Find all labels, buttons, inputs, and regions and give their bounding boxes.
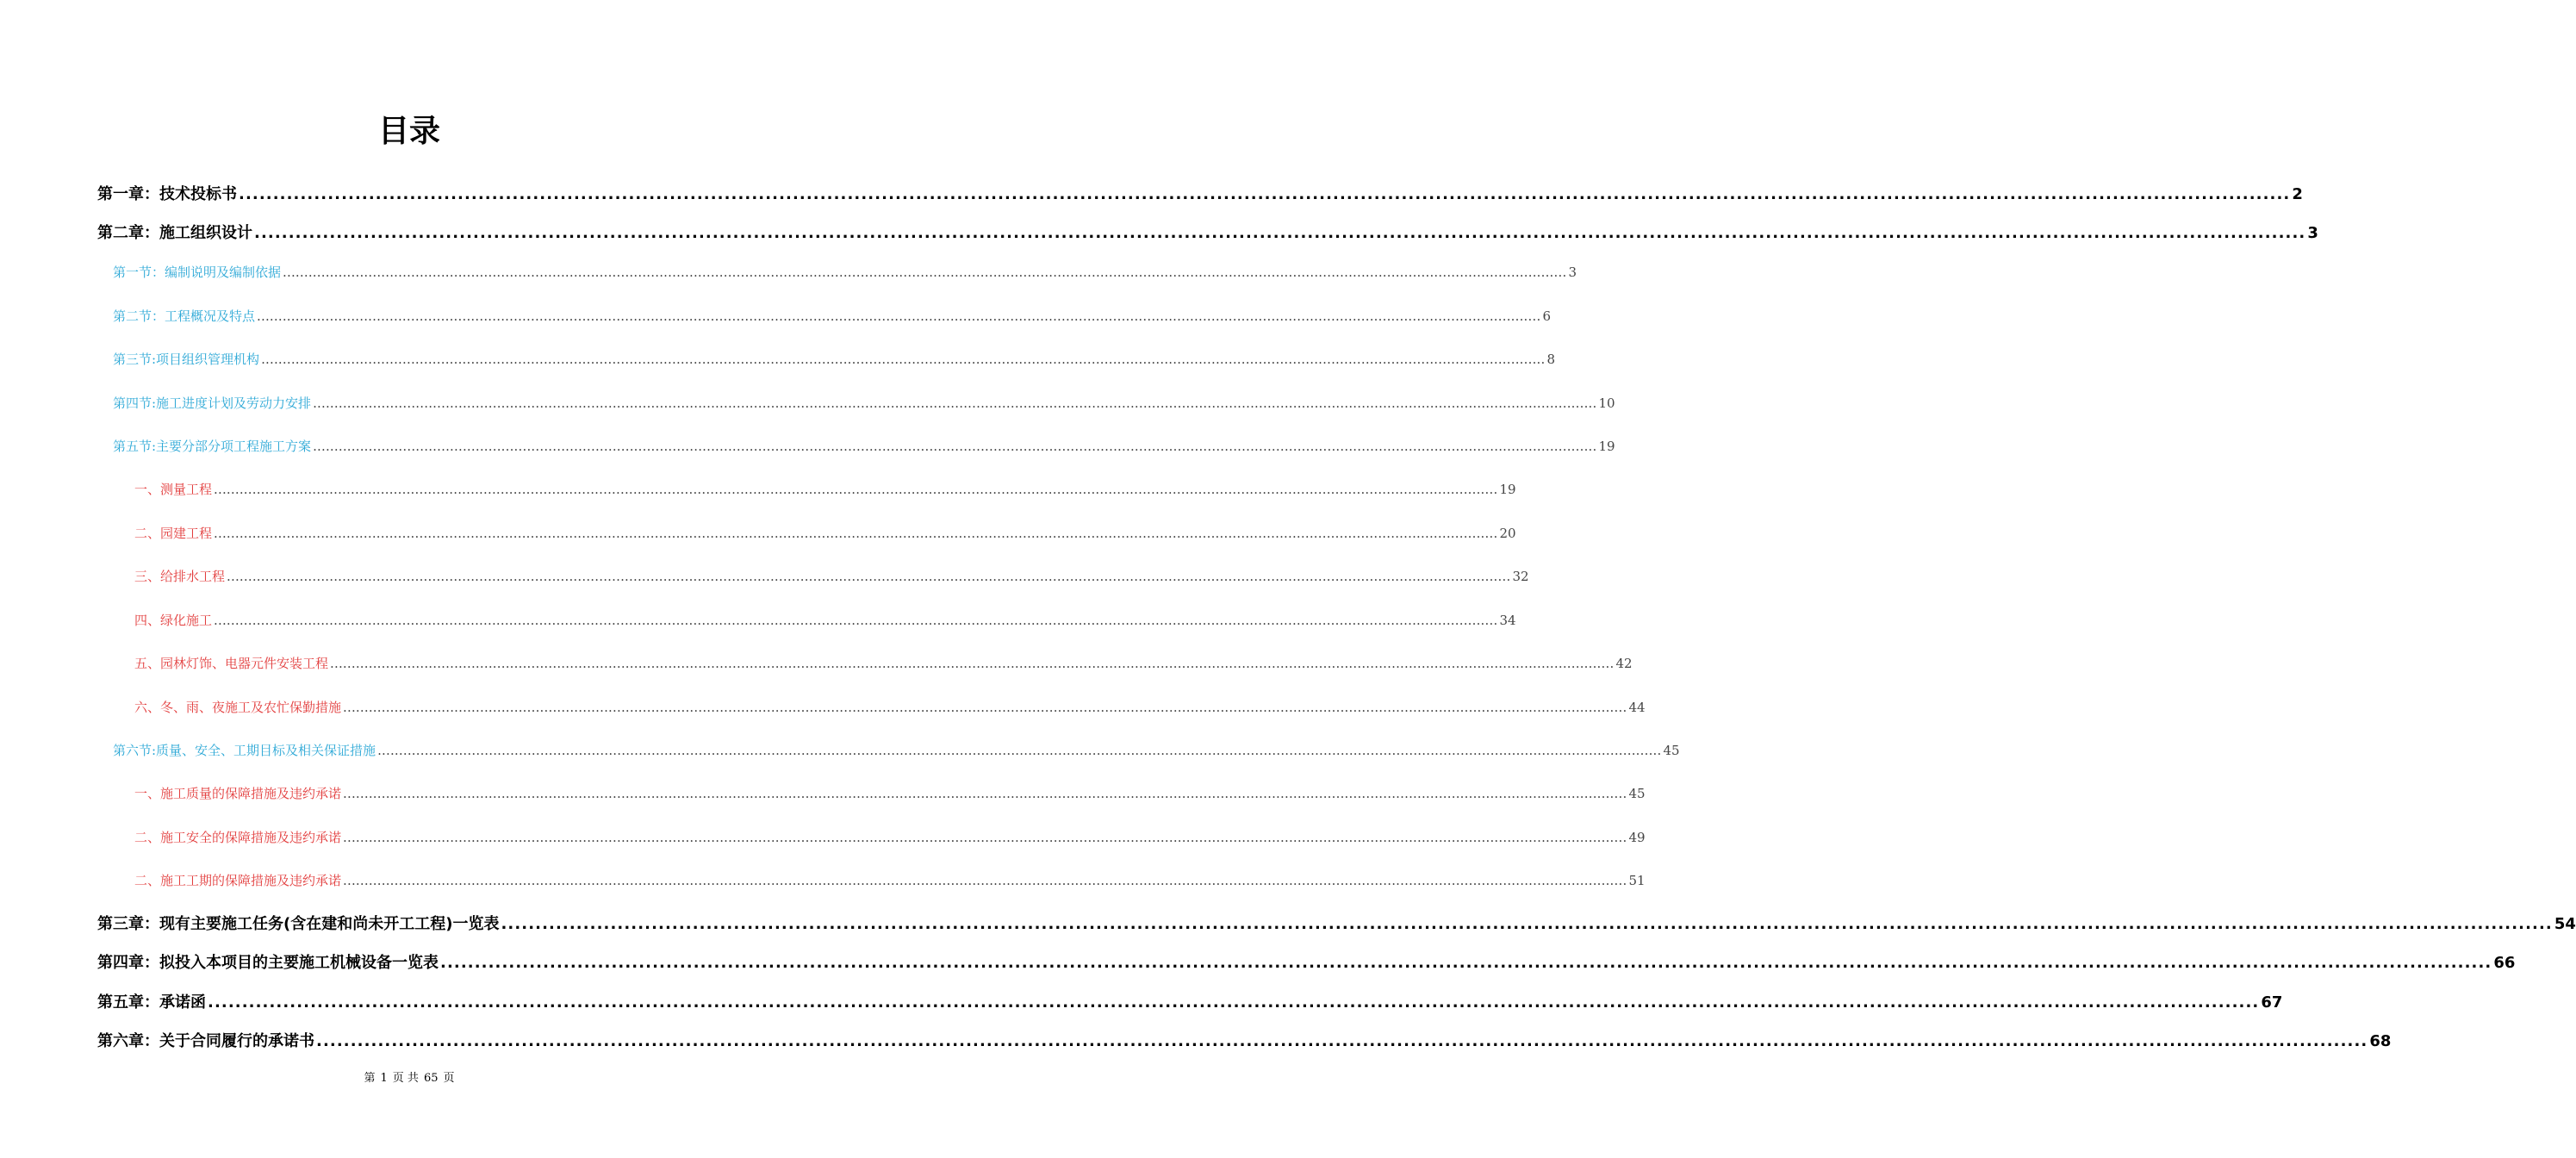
toc-entry-page: 19: [1598, 439, 1615, 454]
leader-dots: ............................................................................................................................................................................................................................................................................................................: [330, 656, 1615, 671]
toc-entry[interactable]: [113, 260, 1577, 284]
leader-dots: ............................................................................................................................................................................................................................................................................................................: [214, 482, 1498, 497]
leader-dots: ............................................................................................................................................................................................................................................................................................................: [313, 395, 1597, 411]
toc-entry-label: 一、施工质量的保障措施及违约承诺: [134, 786, 342, 801]
toc-entry-label: 三、给排水工程: [134, 569, 226, 584]
toc-entry-page: 51: [1628, 873, 1646, 888]
toc-entry-page: 45: [1663, 743, 1680, 758]
leader-dots: ............................................................................................................................................................................................................................................................................................................: [440, 954, 2492, 972]
leader-dots: ............................................................................................................................................................................................................................................................................................................: [214, 613, 1498, 628]
toc-entry-page: 66: [2493, 954, 2516, 972]
leader-dots: ............................................................................................................................................................................................................................................................................................................: [257, 308, 1541, 324]
toc-entry[interactable]: [134, 868, 1646, 893]
leader-dots: ............................................................................................................................................................................................................................................................................................................: [343, 786, 1627, 801]
toc-entry-label: 第四节:施工进度计划及劳动力安排: [113, 395, 312, 411]
toc-entry[interactable]: [97, 912, 2576, 937]
toc-entry-label: 第五节:主要分部分项工程施工方案: [113, 439, 312, 454]
footer-current-page: 1: [380, 1072, 388, 1085]
toc-entry-label: 第六章：关于合同履行的承诺书: [97, 1032, 314, 1050]
leader-dots: ............................................................................................................................................................................................................................................................................................................: [313, 439, 1597, 454]
toc-entry-page: 2: [2292, 185, 2303, 203]
footer-prefix: 第: [364, 1072, 376, 1085]
toc-entry-label: 一、测量工程: [134, 482, 213, 497]
toc-entry-label: 第二章：施工组织设计: [97, 224, 252, 242]
leader-dots: ............................................................................................................................................................................................................................................................................................................: [254, 224, 2306, 242]
page-footer: [0, 1069, 818, 1088]
toc-entry[interactable]: [134, 651, 1633, 676]
toc-entry-page: 19: [1499, 482, 1516, 497]
toc-entry-page: 32: [1512, 569, 1529, 584]
toc-entry-label: 二、施工安全的保障措施及违约承诺: [134, 830, 342, 845]
leader-dots: ............................................................................................................................................................................................................................................................................................................: [316, 1032, 2368, 1050]
toc-entry[interactable]: [134, 564, 1529, 588]
toc-entry[interactable]: [97, 1030, 2392, 1054]
toc-entry[interactable]: [113, 434, 1615, 458]
toc-entry-page: 6: [1542, 308, 1551, 324]
leader-dots: ............................................................................................................................................................................................................................................................................................................: [208, 993, 2260, 1012]
leader-dots: ............................................................................................................................................................................................................................................................................................................: [227, 569, 1511, 584]
toc-entry[interactable]: [134, 521, 1516, 545]
toc-entry-label: 二、园建工程: [134, 526, 213, 541]
toc-entry[interactable]: [134, 825, 1646, 850]
toc-entry-page: 67: [2261, 993, 2283, 1012]
leader-dots: ............................................................................................................................................................................................................................................................................................................: [343, 700, 1627, 715]
toc-entry[interactable]: [97, 221, 2318, 246]
footer-suffix: 页: [443, 1072, 455, 1085]
toc-entry-page: 3: [1568, 265, 1577, 280]
page-title: 目录: [377, 114, 440, 149]
leader-dots: ............................................................................................................................................................................................................................................................................................................: [214, 526, 1498, 541]
toc-entry-page: 34: [1499, 613, 1516, 628]
toc-entry-page: 45: [1628, 786, 1646, 801]
toc-entry-label: 五、园林灯饰、电器元件安装工程: [134, 656, 329, 671]
toc-entry[interactable]: [134, 477, 1516, 501]
toc-entry-label: 第二节：工程概况及特点: [113, 308, 256, 324]
toc-entry[interactable]: [113, 391, 1615, 415]
toc-entry[interactable]: [97, 991, 2283, 1015]
toc-entry-label: 六、冬、雨、夜施工及农忙保勤措施: [134, 700, 342, 715]
toc-entry-page: 68: [2369, 1032, 2392, 1050]
toc-entry-page: 3: [2307, 224, 2318, 242]
toc-entry-label: 第五章：承诺函: [97, 993, 206, 1012]
toc-entry-page: 42: [1615, 656, 1633, 671]
toc-entry[interactable]: [113, 738, 1680, 763]
toc-entry-label: 第六节:质量、安全、工期目标及相关保证措施: [113, 743, 376, 758]
leader-dots: ............................................................................................................................................................................................................................................................................................................: [239, 185, 2291, 203]
leader-dots: ............................................................................................................................................................................................................................................................................................................: [283, 265, 1567, 280]
toc-entry[interactable]: [134, 781, 1646, 806]
toc-entry[interactable]: [134, 608, 1516, 632]
toc-entry[interactable]: [113, 304, 1551, 328]
toc-entry-page: 49: [1628, 830, 1646, 845]
toc-entry[interactable]: [97, 951, 2516, 975]
toc-entry-label: 四、绿化施工: [134, 613, 213, 628]
footer-total-pages: 65: [423, 1072, 439, 1085]
toc-entry-label: 第三章：现有主要施工任务(含在建和尚未开工工程)一览表: [97, 915, 500, 933]
toc-entry-label: 第三节:项目组织管理机构: [113, 352, 260, 367]
toc-entry-label: 第四章：拟投入本项目的主要施工机械设备一览表: [97, 954, 439, 972]
toc-entry-page: 20: [1499, 526, 1516, 541]
leader-dots: ............................................................................................................................................................................................................................................................................................................: [377, 743, 1662, 758]
toc-entry-label: 第一章：技术投标书: [97, 185, 237, 203]
leader-dots: ............................................................................................................................................................................................................................................................................................................: [343, 873, 1627, 888]
toc-entry-page: 44: [1628, 700, 1646, 715]
leader-dots: ............................................................................................................................................................................................................................................................................................................: [261, 352, 1546, 367]
toc-entry-label: 二、施工工期的保障措施及违约承诺: [134, 873, 342, 888]
toc-entry-page: 54: [2554, 915, 2576, 933]
footer-middle: 页 共: [392, 1072, 419, 1085]
toc-entry[interactable]: [134, 695, 1646, 719]
toc-entry-page: 10: [1598, 395, 1615, 411]
toc-entry[interactable]: [97, 183, 2303, 207]
toc-entry-page: 8: [1546, 352, 1556, 367]
toc-entry-label: 第一节：编制说明及编制依据: [113, 265, 282, 280]
leader-dots: ............................................................................................................................................................................................................................................................................................................: [343, 830, 1627, 845]
leader-dots: ............................................................................................................................................................................................................................................................................................................: [501, 915, 2553, 933]
toc-entry[interactable]: [113, 347, 1556, 371]
